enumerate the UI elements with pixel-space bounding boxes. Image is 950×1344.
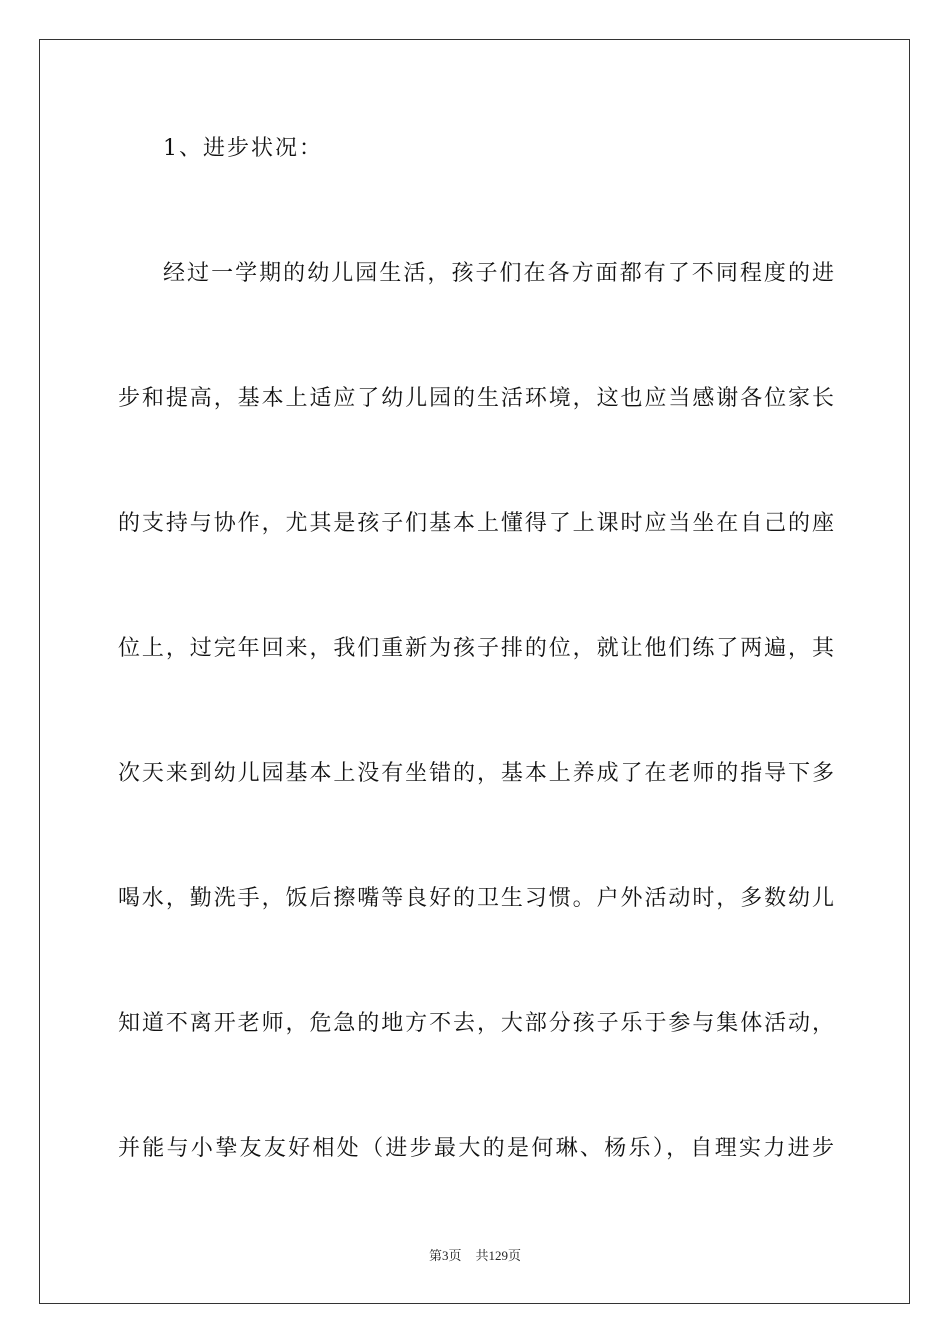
page-frame bbox=[39, 39, 910, 1304]
total-pages: 共129页 bbox=[475, 1248, 522, 1263]
paragraph-line: 喝水，勤洗手，饭后擦嘴等良好的卫生习惯。户外活动时，多数幼儿 bbox=[118, 886, 834, 911]
page-number: 第3页 bbox=[428, 1248, 462, 1263]
section-heading: 1、进步状况： bbox=[163, 136, 323, 161]
paragraph-line: 次天来到幼儿园基本上没有坐错的，基本上养成了在老师的指导下多 bbox=[118, 761, 834, 786]
paragraph-line: 位上，过完年回来，我们重新为孩子排的位，就让他们练了两遍，其 bbox=[118, 636, 834, 661]
paragraph-line: 知道不离开老师，危急的地方不去，大部分孩子乐于参与集体活动， bbox=[118, 1011, 834, 1036]
paragraph-line: 经过一学期的幼儿园生活，孩子们在各方面都有了不同程度的进 bbox=[163, 261, 834, 286]
paragraph-line: 并能与小挚友友好相处（进步最大的是何琳、杨乐），自理实力进步 bbox=[118, 1136, 834, 1161]
paragraph-line: 步和提高，基本上适应了幼儿园的生活环境，这也应当感谢各位家长 bbox=[118, 386, 834, 411]
page-footer bbox=[0, 1247, 950, 1265]
paragraph-line: 的支持与协作，尤其是孩子们基本上懂得了上课时应当坐在自己的座 bbox=[118, 511, 834, 536]
